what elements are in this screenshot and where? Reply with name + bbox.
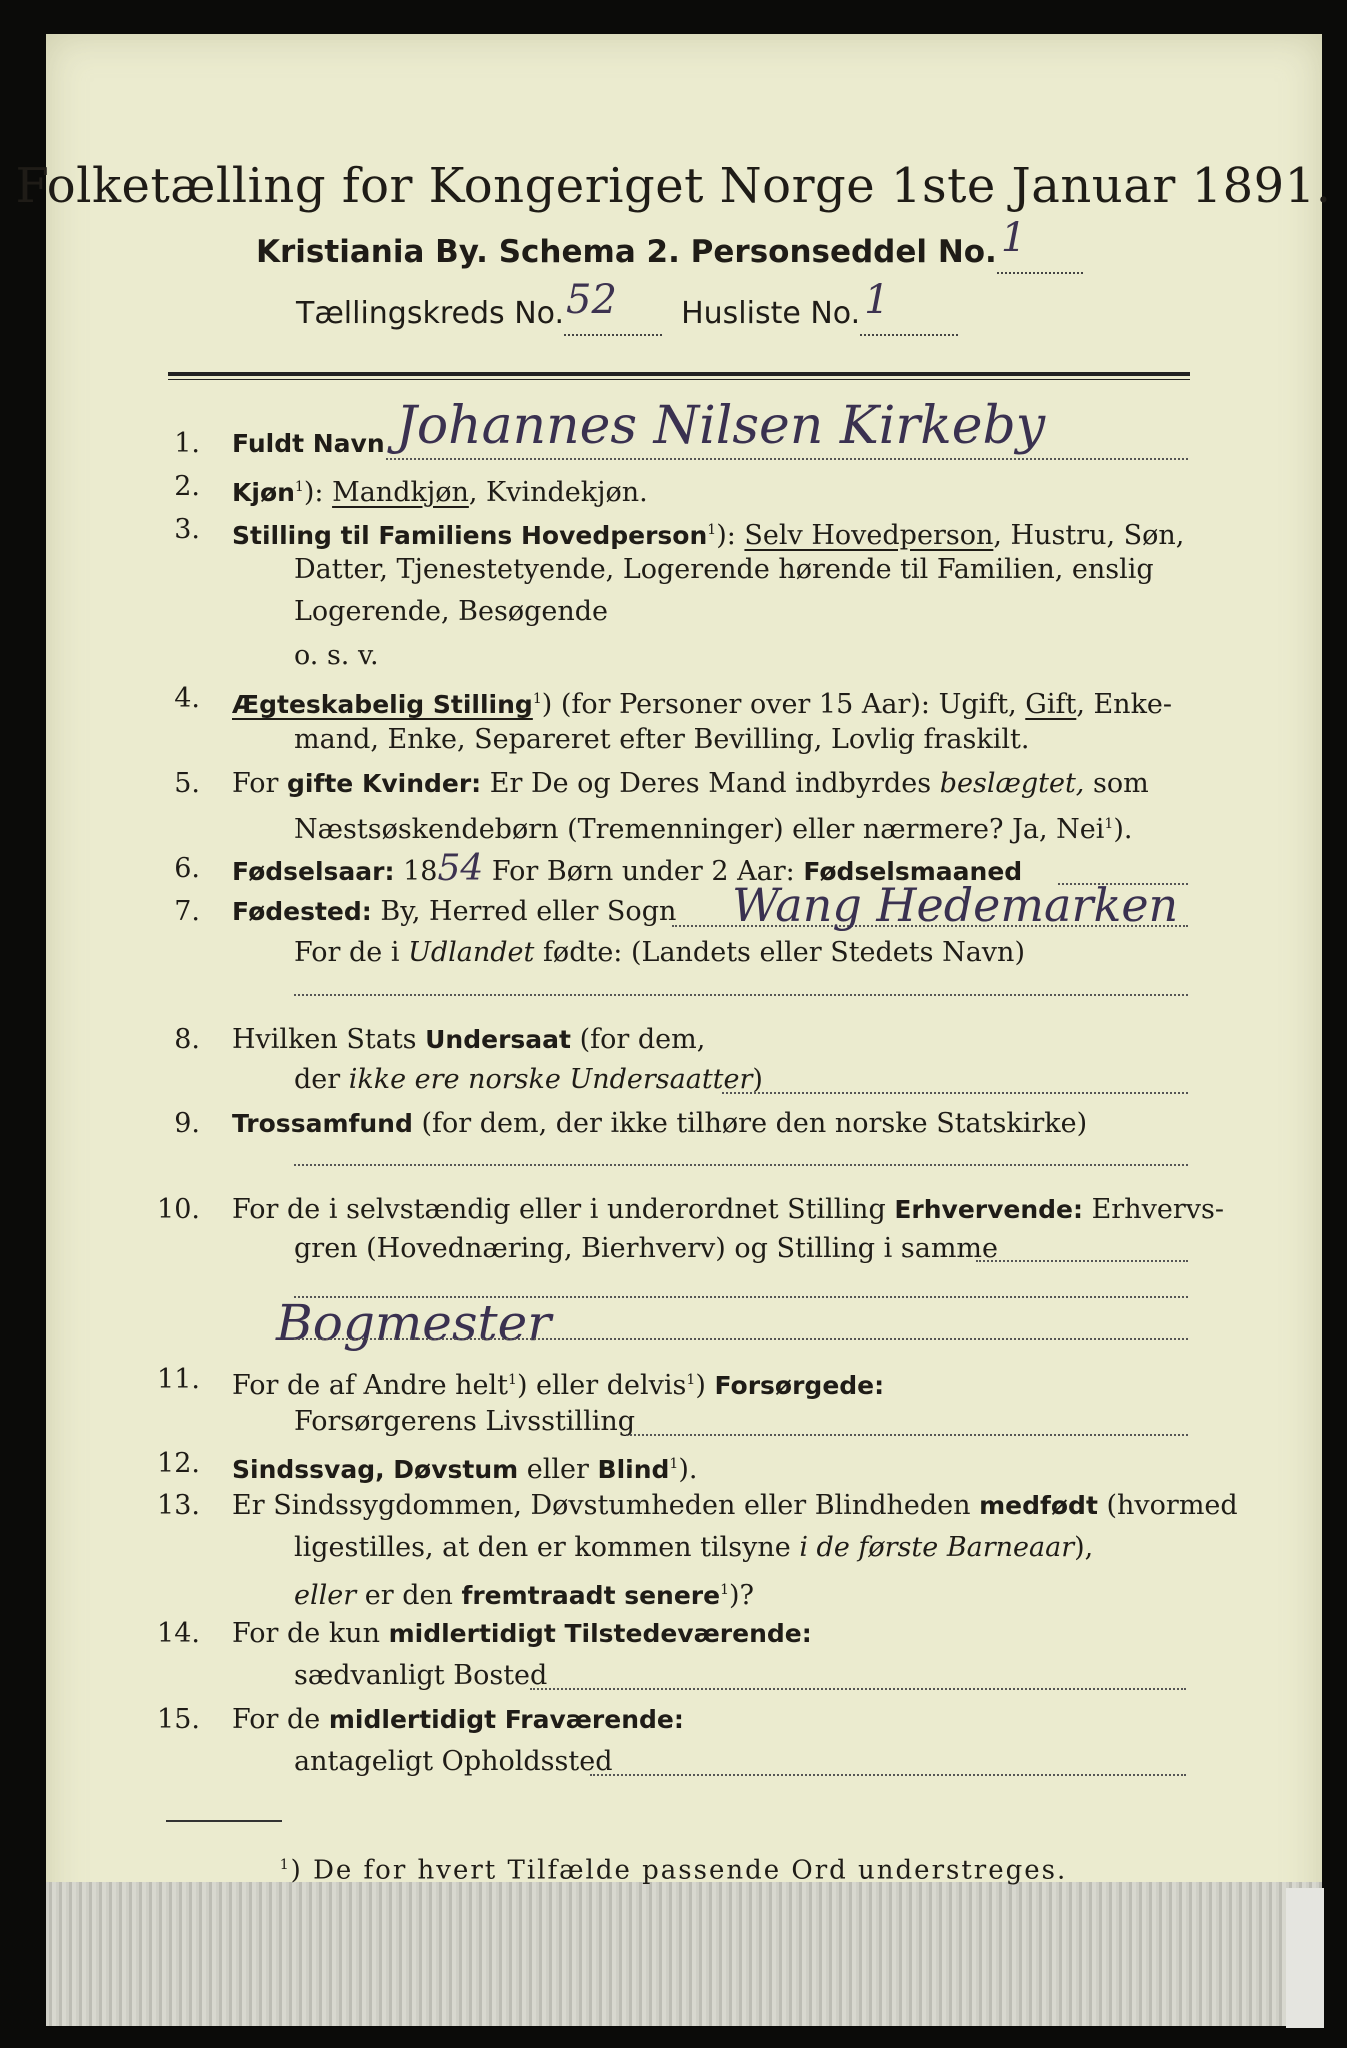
q5-text-b: som [1084, 768, 1149, 799]
q13-line3-end: )? [729, 1580, 755, 1611]
q3-line3: Logerende, Besøgende [294, 596, 608, 627]
q7-number: 7. [174, 896, 200, 927]
q12-number: 12. [157, 1448, 200, 1479]
scan-edge-tab [1286, 1888, 1324, 2028]
q12-line1 [232, 1446, 697, 1488]
q2-text: Kjøn$^1$): Mandkjøn, Kvindekjøn. [232, 477, 648, 508]
schema-line [256, 215, 1083, 274]
q3-number: 3. [174, 514, 200, 545]
q14-line1 [232, 1616, 812, 1652]
q13-line2-pre: ligestilles, at den er kommen tilsyne [294, 1532, 800, 1563]
q9-line1 [232, 1106, 1087, 1142]
q12-label: Sindssvag, Døvstum [232, 1455, 519, 1484]
taellingskreds-no-field [564, 277, 662, 336]
q7-line1 [232, 894, 676, 930]
q13-line3-italic: eller [294, 1580, 357, 1611]
q4-text-a: ) (for Personer over 15 Aar): Ugift, [541, 689, 1026, 720]
q2-sup: 1 [294, 479, 304, 495]
q6-year-answer: 54 [437, 848, 484, 889]
q3-sep: ): [716, 520, 745, 551]
q10-pre: For de i selvstændig eller i underordnet Stilling [232, 1194, 895, 1225]
q4-text-b: , Enke- [1076, 689, 1173, 720]
q2-number: 2. [174, 471, 200, 502]
personseddel-no-answer: 1 [1000, 215, 1027, 261]
q4-sup: 1 [532, 691, 542, 707]
q3-label: Stilling til Familiens Hovedperson [232, 521, 708, 550]
form-title: Folketælling for Kongeriget Norge 1ste Januar 1891. [15, 158, 1332, 214]
q7-label: Fødested: [232, 897, 372, 926]
q2-option-selected: Mandkjøn [332, 477, 469, 508]
q8-line2-post: ) [752, 1064, 763, 1095]
q1-answer: Johannes Nilsen Kirkeby [396, 396, 1046, 456]
header-rule-thin [168, 379, 1190, 380]
q11-fill-line [626, 1434, 1188, 1436]
q7-line2-pre: For de i [294, 937, 409, 968]
q9-text: (for dem, der ikke tilhøre den norske Statskirke) [412, 1108, 1088, 1139]
q5-line1 [232, 766, 1149, 802]
q6-text-a: For Børn under 2 Aar: [483, 856, 804, 887]
footnote-rule [166, 1820, 282, 1822]
footnote-sup: 1 [279, 1857, 291, 1873]
q12-end: ). [678, 1454, 698, 1485]
q11-pre: For de af Andre helt [232, 1370, 509, 1401]
q4-number: 4. [174, 683, 200, 714]
q7-line2-post: fødte: (Landets eller Stedets Navn) [534, 937, 1025, 968]
q7-line2 [294, 935, 1025, 971]
q6-label: Fødselsaar: [232, 857, 395, 886]
q5-line2: Næstsøskendebørn (Tremenninger) eller nærmere? Ja, Nei [294, 814, 1105, 845]
personseddel-no-field [997, 215, 1083, 274]
q11-label: Forsørgede: [714, 1371, 885, 1400]
footnote-text: ) De for hvert Tilfælde passende Ord understreges. [290, 1855, 1068, 1886]
q13-line3 [294, 1572, 754, 1614]
q13-label: medfødt [979, 1491, 1098, 1520]
q11-sup2: 1 [686, 1372, 696, 1388]
q9-label: Trossamfund [232, 1109, 413, 1138]
q5-end: ). [1113, 814, 1133, 845]
q14-line2: sædvanligt Bosted [294, 1660, 548, 1691]
q5-text-a: Er De og Deres Mand indbyrdes [481, 768, 940, 799]
q8-label: Undersaat [425, 1025, 571, 1054]
scan-bottom-strip [46, 1882, 1322, 2026]
q3-rest1: , Hustru, Søn, [993, 520, 1185, 551]
q4-label: Ægteskabelig Stilling [232, 690, 533, 719]
footnote [0, 1848, 1347, 1888]
q10-label: Erhvervende: [894, 1195, 1084, 1224]
q11-mid: ) eller delvis [516, 1370, 687, 1401]
q15-pre: For de [232, 1704, 329, 1735]
q15-number: 15. [157, 1704, 200, 1735]
q11-post: ) [695, 1370, 715, 1401]
q8-line2-italic: ikke ere norske Undersaatter [348, 1064, 753, 1095]
q7-text: By, Herred eller Sogn [371, 896, 677, 927]
q4-line2: mand, Enke, Separeret efter Bevilling, Lovlig fraskilt. [294, 724, 1030, 755]
q13-line3-bold: fremtraadt senere [461, 1581, 721, 1610]
q10-line2: gren (Hovednæring, Bierhverv) og Stilling i samme [294, 1233, 999, 1264]
q10-answer: Bogmester [276, 1294, 552, 1352]
husliste-label: Husliste No. [681, 296, 861, 331]
q6-number: 6. [174, 853, 200, 884]
q15-label: midlertidigt Fraværende: [328, 1705, 684, 1734]
q7-line2-italic: Udlandet [408, 937, 535, 968]
q3-line4: o. s. v. [294, 640, 379, 671]
q14-label: midlertidigt Tilstedeværende: [388, 1619, 812, 1648]
q8-line1 [232, 1022, 705, 1058]
q13-line1 [232, 1488, 1238, 1524]
q10-number: 10. [157, 1194, 200, 1225]
q7-answer: Wang Hedemarken [732, 878, 1179, 932]
q1-fill-line [386, 458, 1188, 460]
q11-number: 11. [157, 1364, 200, 1395]
q8-pre: Hvilken Stats [232, 1024, 426, 1055]
q1-label: Fuldt Navn [232, 429, 385, 458]
q13-sup: 1 [720, 1582, 730, 1598]
q6-year-prefix: 18 [394, 856, 438, 887]
q12-label2: Blind [597, 1455, 670, 1484]
q8-line2-pre: der [294, 1064, 349, 1095]
q15-line1 [232, 1702, 684, 1738]
q2-label: Kjøn [232, 478, 295, 507]
q12-mid: eller [518, 1454, 598, 1485]
q15-line2: antageligt Opholdssted [294, 1746, 613, 1777]
q7-fill-line-2 [294, 994, 1188, 996]
q8-number: 8. [174, 1024, 200, 1055]
q13-line3-mid: er den [356, 1580, 462, 1611]
q13-line2 [294, 1530, 1093, 1566]
q1-number: 1. [174, 428, 200, 459]
q5-italic: beslægtet, [939, 768, 1085, 799]
q13-pre: Er Sindssygdommen, Døvstumheden eller Blindheden [232, 1490, 980, 1521]
q8-fill-line [722, 1092, 1188, 1094]
taellingskreds-label: Tællingskreds No. [296, 296, 564, 331]
q10-post: Erhvervs- [1083, 1194, 1224, 1225]
q10-fill-line-3 [294, 1338, 1188, 1340]
q11-sup: 1 [508, 1372, 517, 1388]
q5-pre: For [232, 768, 288, 799]
q5-line2-wrap [294, 806, 1132, 848]
q9-number: 9. [174, 1108, 200, 1139]
husliste-no-answer: 1 [864, 277, 890, 323]
q13-post: (hvormed [1097, 1490, 1238, 1521]
q8-post: (for dem, [570, 1024, 706, 1055]
taellingskreds-no-answer: 52 [566, 277, 617, 323]
q15-fill-line [590, 1774, 1186, 1776]
q4-line1 [232, 681, 1172, 723]
q3-selected: Selv Hovedperson [744, 520, 994, 551]
q11-line2: Forsørgerens Livsstilling [294, 1406, 636, 1437]
q13-line2-post: ), [1074, 1532, 1094, 1563]
schema-line-text: Kristiania By. Schema 2. Personseddel No. [256, 234, 997, 270]
q5-number: 5. [174, 768, 200, 799]
q10-fill-line [976, 1260, 1188, 1262]
q4-selected: Gift [1025, 689, 1077, 720]
q3-sup: 1 [707, 522, 717, 538]
q14-pre: For de kun [232, 1618, 389, 1649]
q10-line1 [232, 1192, 1224, 1228]
q5-sup: 1 [1104, 816, 1114, 832]
q2-option-other: , Kvindekjøn. [468, 477, 648, 508]
q5-label: gifte Kvinder: [287, 769, 482, 798]
q14-fill-line [530, 1688, 1186, 1690]
q3-line2: Datter, Tjenestetyende, Logerende hørende til Familien, enslig [294, 554, 1154, 585]
district-line [296, 277, 958, 336]
header-rule-thick [168, 372, 1190, 376]
q9-fill-line [294, 1164, 1188, 1166]
q6-label2: Fødselsmaaned [803, 857, 1023, 886]
q8-line2 [294, 1062, 763, 1098]
q13-line2-italic: i de første Barneaar [799, 1532, 1075, 1563]
q14-number: 14. [157, 1618, 200, 1649]
q11-line1 [232, 1362, 884, 1404]
q3-line1 [232, 512, 1184, 554]
q12-sup: 1 [669, 1456, 679, 1472]
husliste-no-field [860, 277, 958, 336]
q13-number: 13. [157, 1490, 200, 1521]
